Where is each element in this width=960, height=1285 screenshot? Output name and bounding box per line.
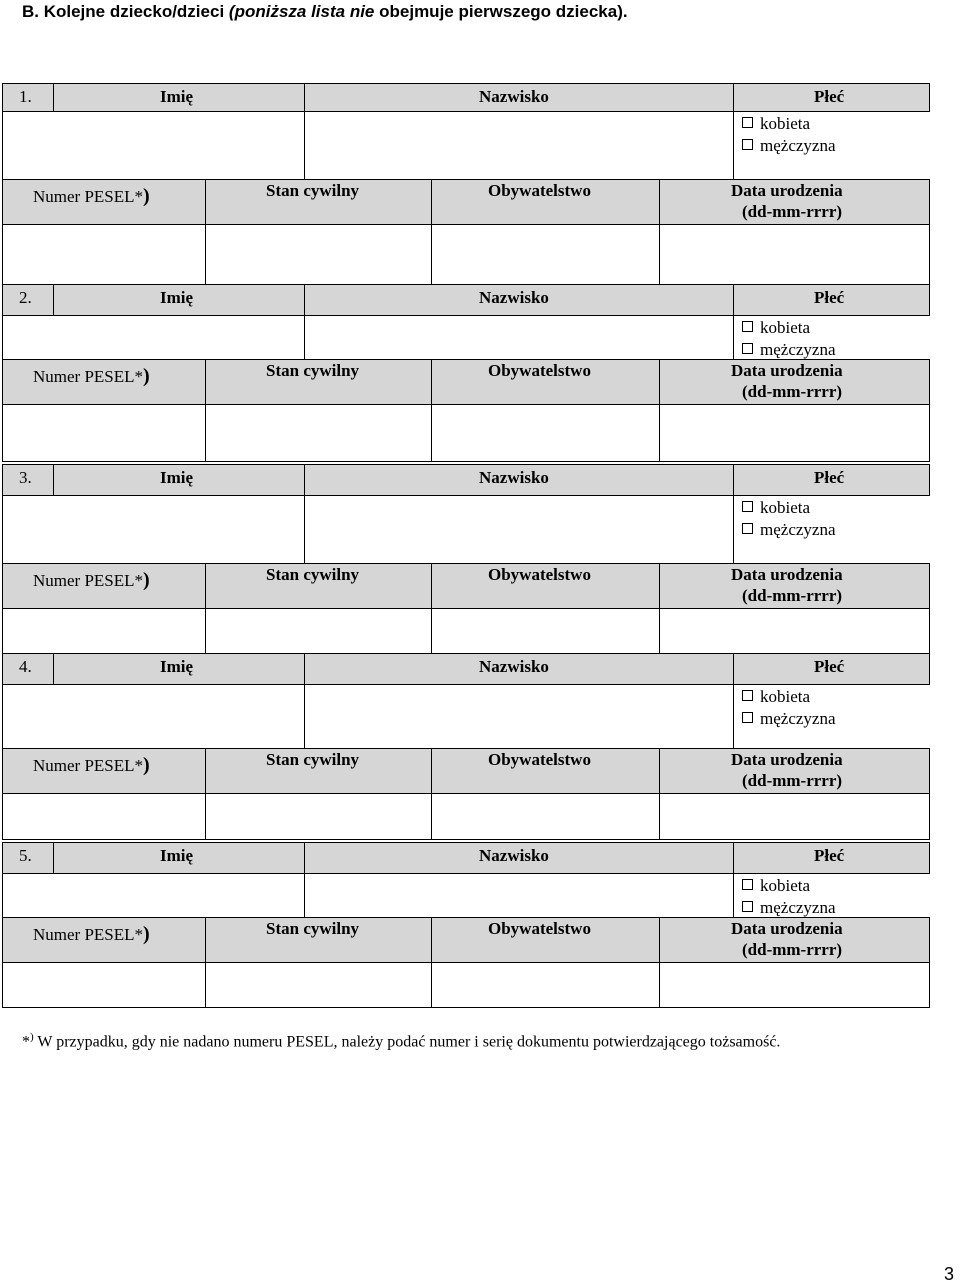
data-urodzenia-header [659, 748, 930, 794]
nazwisko-header [304, 83, 734, 112]
stan-label: Stan cywilny [266, 565, 360, 584]
data-urodzenia-input[interactable] [2, 224, 206, 285]
imie-label: Imię [160, 87, 194, 106]
obywatelstwo-label: Obywatelstwo [488, 181, 591, 200]
kobieta-label: kobieta [760, 318, 811, 337]
pesel-header [2, 179, 206, 225]
plec-label: Płeć [814, 468, 845, 487]
mezczyzna-label: mężczyzna [760, 520, 836, 539]
obywatelstwo-input[interactable] [659, 793, 930, 840]
stan-input[interactable] [431, 962, 660, 1008]
data-urodzenia-label: Data urodzenia [731, 181, 843, 200]
child-number-cell [2, 842, 54, 874]
stan-label: Stan cywilny [266, 361, 360, 380]
nazwisko-input[interactable] [304, 873, 734, 918]
plec-header [733, 284, 930, 316]
obywatelstwo-input[interactable] [659, 962, 930, 1008]
stan-header [205, 917, 432, 963]
section-heading-suffix: obejmuje pierwszego dziecka). [379, 2, 628, 21]
kobieta-checkbox[interactable] [742, 321, 753, 332]
page-number: 3 [943, 1264, 954, 1284]
mezczyzna-label: mężczyzna [760, 136, 836, 155]
child-block [0, 284, 960, 461]
pesel-header [2, 359, 206, 405]
stan-input[interactable] [431, 404, 660, 462]
imie-header [53, 83, 305, 112]
pesel-input[interactable] [205, 608, 432, 655]
obywatelstwo-input[interactable] [659, 224, 930, 285]
kobieta-label: kobieta [760, 687, 811, 706]
child-block [0, 464, 960, 654]
data-urodzenia-input[interactable] [2, 962, 206, 1008]
obywatelstwo-header [431, 917, 660, 963]
gender-option-mezczyzna[interactable] [742, 520, 836, 540]
obywatelstwo-label: Obywatelstwo [488, 565, 591, 584]
kobieta-checkbox[interactable] [742, 501, 753, 512]
obywatelstwo-label: Obywatelstwo [488, 750, 591, 769]
data-urodzenia-input[interactable] [2, 793, 206, 840]
obywatelstwo-header [431, 359, 660, 405]
child-block [0, 83, 960, 284]
stan-label: Stan cywilny [266, 750, 360, 769]
plec-label: Płeć [814, 87, 845, 106]
imie-input[interactable] [2, 495, 305, 564]
nazwisko-header [304, 842, 734, 874]
imie-label: Imię [160, 468, 194, 487]
gender-option-kobieta[interactable] [742, 318, 810, 338]
obywatelstwo-label: Obywatelstwo [488, 361, 591, 380]
obywatelstwo-header [431, 179, 660, 225]
data-urodzenia-label: Data urodzenia [731, 919, 843, 938]
data-urodzenia-input[interactable] [2, 404, 206, 462]
imie-input[interactable] [2, 684, 305, 749]
imie-input[interactable] [2, 315, 305, 360]
footnote-text: W przypadku, gdy nie nadano numeru PESEL, należy podać numer i serię dokumentu potwierdzającego tożsamość. [37, 1033, 781, 1051]
stan-header [205, 179, 432, 225]
plec-label: Płeć [814, 846, 845, 865]
stan-input[interactable] [431, 608, 660, 655]
imie-header [53, 464, 305, 496]
data-urodzenia-label: Data urodzenia [731, 361, 843, 380]
mezczyzna-checkbox[interactable] [742, 901, 753, 912]
child-number: 1. [19, 87, 32, 106]
child-block [0, 842, 960, 1007]
imie-input[interactable] [2, 873, 305, 918]
pesel-text: Numer PESEL* [33, 571, 144, 590]
data-format-label: (dd-mm-rrrr) [742, 940, 843, 959]
obywatelstwo-label: Obywatelstwo [488, 919, 591, 938]
obywatelstwo-header [431, 748, 660, 794]
imie-input[interactable] [2, 111, 305, 180]
child-number: 2. [19, 288, 32, 307]
imie-header [53, 653, 305, 685]
data-urodzenia-label: Data urodzenia [731, 750, 843, 769]
child-number-cell [2, 83, 54, 112]
pesel-footnote-ref: ) [143, 569, 150, 591]
pesel-label [33, 365, 150, 388]
mezczyzna-checkbox[interactable] [742, 712, 753, 723]
plec-header [733, 842, 930, 874]
gender-option-kobieta[interactable] [742, 114, 810, 134]
data-format-label: (dd-mm-rrrr) [742, 382, 843, 401]
imie-label: Imię [160, 657, 194, 676]
stan-header [205, 563, 432, 609]
data-urodzenia-header [659, 179, 930, 225]
data-format-label: (dd-mm-rrrr) [742, 771, 843, 790]
pesel-label [33, 569, 150, 592]
plec-header [733, 464, 930, 496]
pesel-label [33, 185, 150, 208]
imie-header [53, 284, 305, 316]
nazwisko-input[interactable] [304, 111, 734, 180]
footnote-marker: * [22, 1033, 30, 1051]
kobieta-checkbox[interactable] [742, 117, 753, 128]
pesel-text: Numer PESEL* [33, 367, 144, 386]
kobieta-checkbox[interactable] [742, 690, 753, 701]
nazwisko-label: Nazwisko [479, 87, 549, 106]
pesel-input[interactable] [205, 793, 432, 840]
child-number-cell [2, 464, 54, 496]
plec-label: Płeć [814, 657, 845, 676]
section-heading [22, 2, 628, 22]
obywatelstwo-header [431, 563, 660, 609]
child-number: 3. [19, 468, 32, 487]
data-urodzenia-input[interactable] [2, 608, 206, 655]
stan-header [205, 748, 432, 794]
pesel-text: Numer PESEL* [33, 187, 144, 206]
kobieta-checkbox[interactable] [742, 879, 753, 890]
nazwisko-label: Nazwisko [479, 288, 549, 307]
child-number: 5. [19, 846, 32, 865]
gender-option-kobieta[interactable] [742, 876, 810, 896]
nazwisko-header [304, 464, 734, 496]
mezczyzna-label: mężczyzna [760, 340, 836, 359]
pesel-footnote-ref: ) [143, 754, 150, 776]
stan-header [205, 359, 432, 405]
pesel-footnote [22, 1031, 780, 1051]
data-format-label: (dd-mm-rrrr) [742, 586, 843, 605]
nazwisko-input[interactable] [304, 684, 734, 749]
pesel-header [2, 917, 206, 963]
gender-option-mezczyzna[interactable] [742, 709, 836, 729]
nazwisko-header [304, 653, 734, 685]
pesel-input[interactable] [205, 962, 432, 1008]
data-urodzenia-header [659, 563, 930, 609]
data-urodzenia-label: Data urodzenia [731, 565, 843, 584]
nazwisko-input[interactable] [304, 315, 734, 360]
stan-label: Stan cywilny [266, 919, 360, 938]
stan-input[interactable] [431, 224, 660, 285]
gender-option-kobieta[interactable] [742, 687, 810, 707]
gender-option-mezczyzna[interactable] [742, 136, 836, 156]
nazwisko-label: Nazwisko [479, 657, 549, 676]
section-heading-prefix: B. Kolejne dziecko/dzieci [22, 2, 225, 21]
pesel-header [2, 748, 206, 794]
plec-header [733, 653, 930, 685]
child-number-cell [2, 653, 54, 685]
child-block [0, 653, 960, 839]
obywatelstwo-input[interactable] [659, 404, 930, 462]
pesel-text: Numer PESEL* [33, 925, 144, 944]
mezczyzna-checkbox[interactable] [742, 523, 753, 534]
pesel-footnote-ref: ) [143, 365, 150, 387]
kobieta-label: kobieta [760, 498, 811, 517]
imie-label: Imię [160, 846, 194, 865]
pesel-header [2, 563, 206, 609]
nazwisko-input[interactable] [304, 495, 734, 564]
imie-label: Imię [160, 288, 194, 307]
section-heading-italic: (poniższa lista nie [228, 2, 375, 21]
mezczyzna-checkbox[interactable] [742, 343, 753, 354]
kobieta-label: kobieta [760, 114, 811, 133]
plec-header [733, 83, 930, 112]
pesel-input[interactable] [205, 404, 432, 462]
mezczyzna-label: mężczyzna [760, 898, 836, 917]
gender-option-mezczyzna[interactable] [742, 340, 836, 360]
plec-label: Płeć [814, 288, 845, 307]
data-urodzenia-header [659, 359, 930, 405]
stan-label: Stan cywilny [266, 181, 360, 200]
gender-option-mezczyzna[interactable] [742, 898, 836, 918]
data-urodzenia-header [659, 917, 930, 963]
pesel-input[interactable] [205, 224, 432, 285]
pesel-footnote-ref: ) [143, 923, 150, 945]
pesel-label [33, 923, 150, 946]
footnote-sup: ) [30, 1031, 34, 1043]
mezczyzna-checkbox[interactable] [742, 139, 753, 150]
kobieta-label: kobieta [760, 876, 811, 895]
nazwisko-header [304, 284, 734, 316]
nazwisko-label: Nazwisko [479, 468, 549, 487]
stan-input[interactable] [431, 793, 660, 840]
pesel-label [33, 754, 150, 777]
nazwisko-label: Nazwisko [479, 846, 549, 865]
pesel-footnote-ref: ) [143, 185, 150, 207]
pesel-text: Numer PESEL* [33, 756, 144, 775]
child-number-cell [2, 284, 54, 316]
gender-option-kobieta[interactable] [742, 498, 810, 518]
child-number: 4. [19, 657, 32, 676]
imie-header [53, 842, 305, 874]
data-format-label: (dd-mm-rrrr) [742, 202, 843, 221]
mezczyzna-label: mężczyzna [760, 709, 836, 728]
obywatelstwo-input[interactable] [659, 608, 930, 655]
